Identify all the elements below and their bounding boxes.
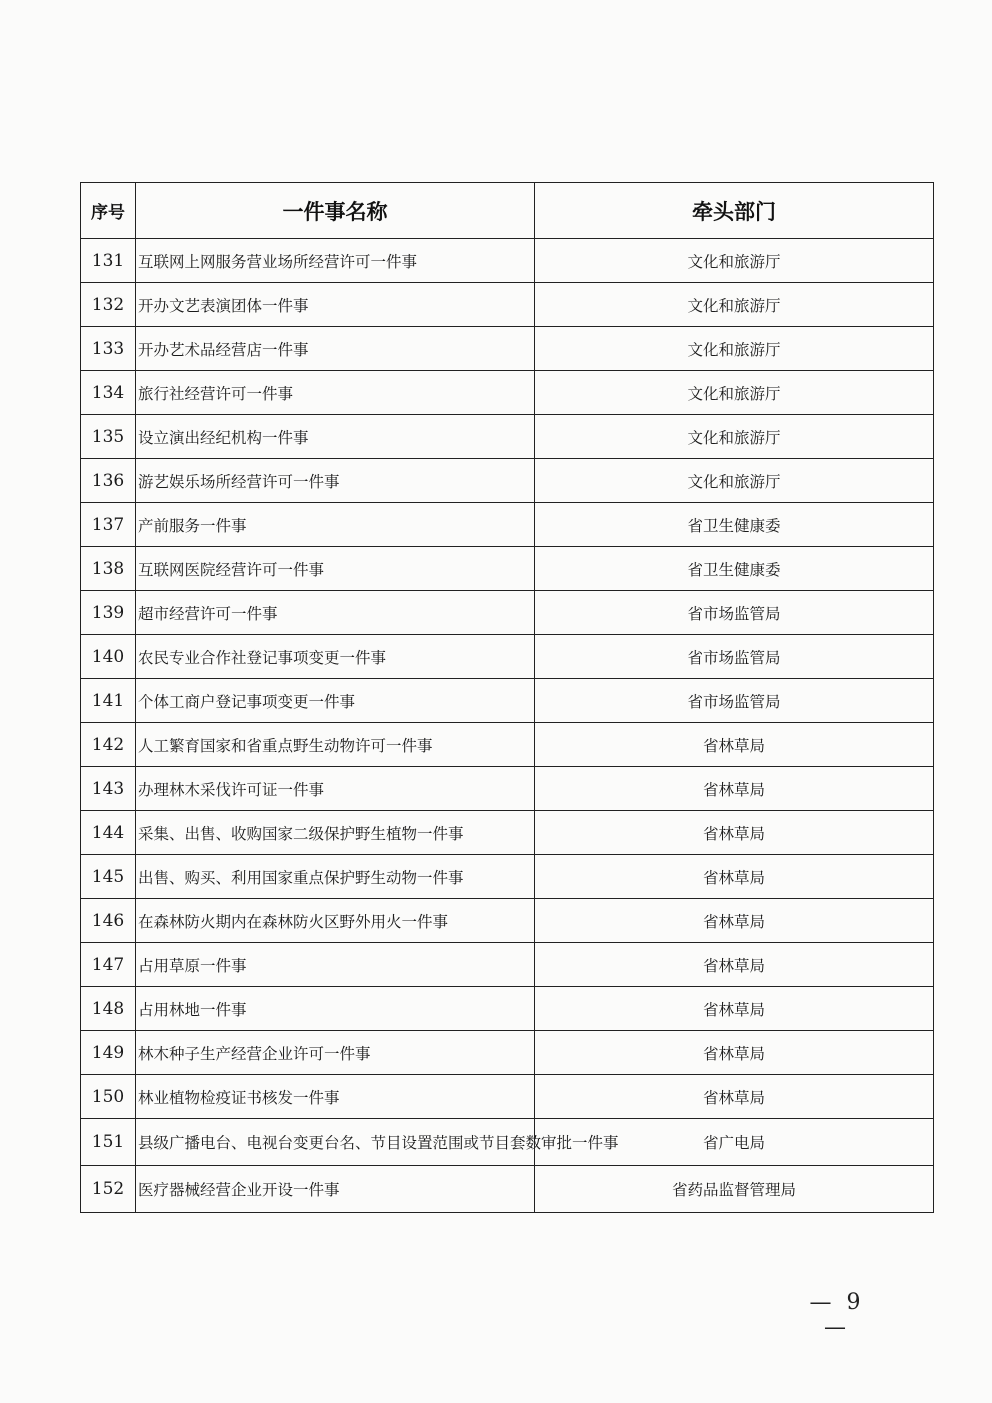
row-item-name: 旅行社经营许可一件事 — [136, 371, 535, 415]
row-item-name: 医疗器械经营企业开设一件事 — [136, 1166, 535, 1213]
table-row — [81, 635, 934, 679]
table-row — [81, 239, 934, 283]
row-serial-number: 141 — [81, 679, 136, 723]
row-item-name: 林木种子生产经营企业许可一件事 — [136, 1031, 535, 1075]
row-serial-number: 148 — [81, 987, 136, 1031]
row-lead-department: 省林草局 — [535, 855, 934, 899]
row-serial-number: 146 — [81, 899, 136, 943]
row-lead-department: 省林草局 — [535, 723, 934, 767]
table-row — [81, 1166, 934, 1213]
table-row — [81, 767, 934, 811]
table-row — [81, 415, 934, 459]
row-serial-number: 139 — [81, 591, 136, 635]
row-serial-number: 137 — [81, 503, 136, 547]
row-serial-number: 151 — [81, 1119, 136, 1166]
row-item-name: 游艺娱乐场所经营许可一件事 — [136, 459, 535, 503]
row-lead-department: 省林草局 — [535, 899, 934, 943]
row-lead-department: 省市场监管局 — [535, 591, 934, 635]
header-lead-department: 牵头部门 — [535, 183, 934, 239]
row-serial-number: 138 — [81, 547, 136, 591]
row-item-name: 林业植物检疫证书核发一件事 — [136, 1075, 535, 1119]
table-row — [81, 283, 934, 327]
row-serial-number: 134 — [81, 371, 136, 415]
row-serial-number: 144 — [81, 811, 136, 855]
document-table — [80, 182, 934, 1213]
row-serial-number: 135 — [81, 415, 136, 459]
table-row — [81, 547, 934, 591]
row-item-name: 互联网医院经营许可一件事 — [136, 547, 535, 591]
row-item-name: 农民专业合作社登记事项变更一件事 — [136, 635, 535, 679]
table-row — [81, 591, 934, 635]
row-lead-department: 省林草局 — [535, 1031, 934, 1075]
row-item-name: 出售、购买、利用国家重点保护野生动物一件事 — [136, 855, 535, 899]
row-lead-department: 省林草局 — [535, 811, 934, 855]
row-lead-department: 省林草局 — [535, 943, 934, 987]
row-serial-number: 136 — [81, 459, 136, 503]
row-item-name: 占用草原一件事 — [136, 943, 535, 987]
row-lead-department: 省林草局 — [535, 1075, 934, 1119]
row-serial-number: 150 — [81, 1075, 136, 1119]
row-lead-department: 省卫生健康委 — [535, 503, 934, 547]
row-lead-department: 省林草局 — [535, 987, 934, 1031]
table-row — [81, 723, 934, 767]
row-serial-number: 152 — [81, 1166, 136, 1213]
table-row — [81, 943, 934, 987]
row-item-name: 占用林地一件事 — [136, 987, 535, 1031]
table-row — [81, 855, 934, 899]
row-lead-department: 省林草局 — [535, 767, 934, 811]
row-lead-department: 文化和旅游厅 — [535, 283, 934, 327]
row-item-name: 县级广播电台、电视台变更台名、节目设置范围或节目套数审批一件事 — [136, 1119, 535, 1166]
row-lead-department: 省卫生健康委 — [535, 547, 934, 591]
table-row — [81, 371, 934, 415]
table-row — [81, 899, 934, 943]
row-serial-number: 143 — [81, 767, 136, 811]
table-row — [81, 987, 934, 1031]
row-item-name: 设立演出经纪机构一件事 — [136, 415, 535, 459]
row-lead-department: 文化和旅游厅 — [535, 239, 934, 283]
row-item-name: 采集、出售、收购国家二级保护野生植物一件事 — [136, 811, 535, 855]
table-row — [81, 1031, 934, 1075]
row-serial-number: 147 — [81, 943, 136, 987]
row-serial-number: 149 — [81, 1031, 136, 1075]
row-serial-number: 132 — [81, 283, 136, 327]
table-row — [81, 679, 934, 723]
table-row — [81, 1119, 934, 1166]
row-serial-number: 142 — [81, 723, 136, 767]
page-number: — 9 — — [809, 1290, 865, 1340]
row-item-name: 开办艺术品经营店一件事 — [136, 327, 535, 371]
table-row — [81, 503, 934, 547]
row-serial-number: 131 — [81, 239, 136, 283]
row-lead-department: 省药品监督管理局 — [535, 1166, 934, 1213]
table-body — [81, 239, 934, 1213]
row-serial-number: 133 — [81, 327, 136, 371]
row-item-name: 开办文艺表演团体一件事 — [136, 283, 535, 327]
header-serial-number: 序号 — [81, 183, 136, 239]
row-lead-department: 省市场监管局 — [535, 679, 934, 723]
row-item-name: 在森林防火期内在森林防火区野外用火一件事 — [136, 899, 535, 943]
row-lead-department: 文化和旅游厅 — [535, 459, 934, 503]
row-item-name: 产前服务一件事 — [136, 503, 535, 547]
row-lead-department: 文化和旅游厅 — [535, 415, 934, 459]
row-lead-department: 省市场监管局 — [535, 635, 934, 679]
row-serial-number: 140 — [81, 635, 136, 679]
row-item-name: 互联网上网服务营业场所经营许可一件事 — [136, 239, 535, 283]
row-item-name: 人工繁育国家和省重点野生动物许可一件事 — [136, 723, 535, 767]
row-item-name: 超市经营许可一件事 — [136, 591, 535, 635]
row-serial-number: 145 — [81, 855, 136, 899]
row-lead-department: 省广电局 — [535, 1119, 934, 1166]
table-row — [81, 459, 934, 503]
row-item-name: 办理林木采伐许可证一件事 — [136, 767, 535, 811]
row-item-name: 个体工商户登记事项变更一件事 — [136, 679, 535, 723]
row-lead-department: 文化和旅游厅 — [535, 371, 934, 415]
table-row — [81, 1075, 934, 1119]
table-header-row — [81, 183, 934, 239]
table-row — [81, 811, 934, 855]
table-row — [81, 327, 934, 371]
row-lead-department: 文化和旅游厅 — [535, 327, 934, 371]
header-item-name: 一件事名称 — [136, 183, 535, 239]
